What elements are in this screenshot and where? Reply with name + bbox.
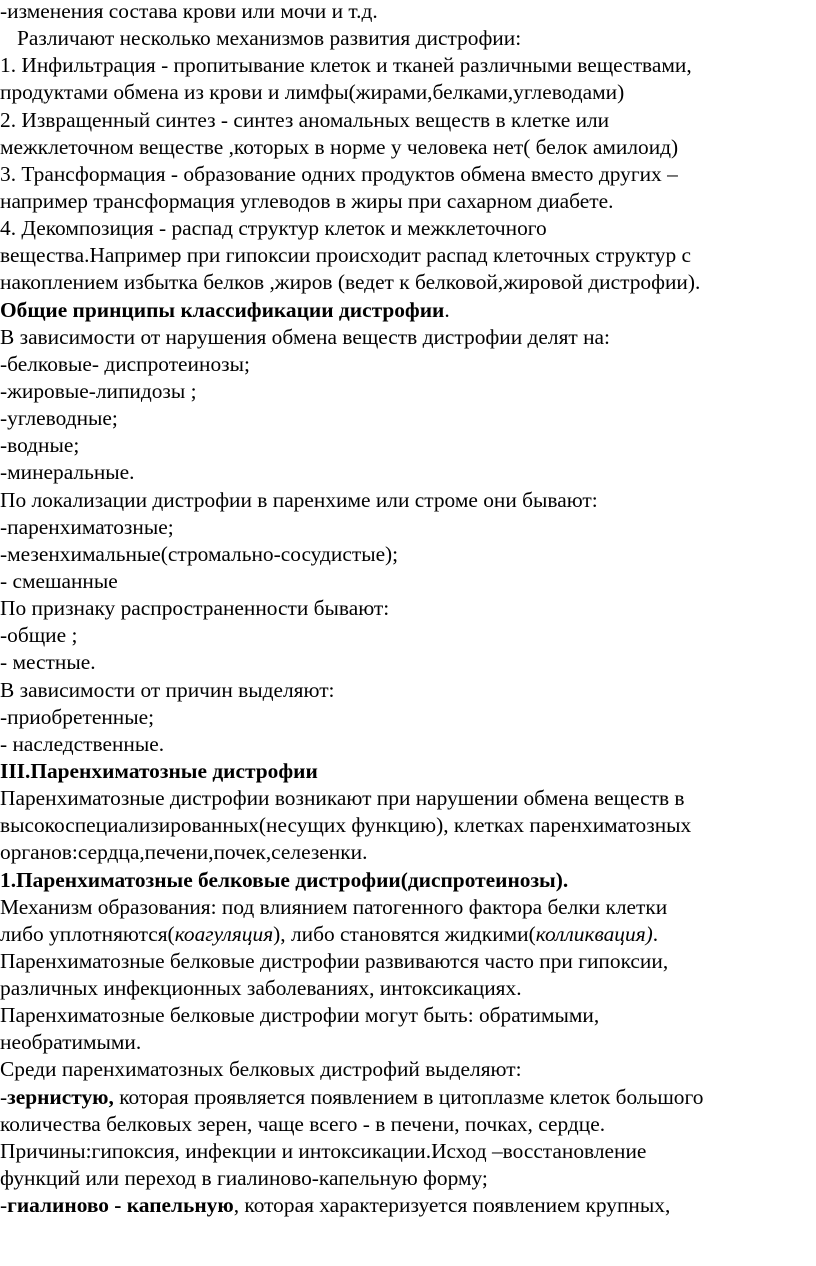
- text-line-mechanism: [0, 921, 816, 948]
- text-line: различных инфекционных заболеваниях, интоксикациях.: [0, 976, 522, 1001]
- heading-protein-dystrophies: [0, 867, 816, 894]
- list-item-granular: [0, 1084, 816, 1111]
- list-item: -приобретенные;: [0, 704, 155, 729]
- heading-protein-text: 1.Паренхиматозные белковые дистрофии(диспротеинозы).: [0, 867, 569, 892]
- list-item: -жировые-липидозы ;: [0, 378, 197, 403]
- text-line: Различают несколько механизмов развития дистрофии:: [17, 26, 522, 51]
- list-item: - местные.: [0, 650, 96, 675]
- list-item: -мезенхимальные(стромально-сосудистые);: [0, 541, 399, 566]
- text-line: Паренхиматозные белковые дистрофии развиваются часто при гипоксии,: [0, 948, 669, 973]
- text-line: В зависимости от нарушения обмена веществ дистрофии делят на:: [0, 324, 610, 349]
- term-hyaline: гиалиново - капельную: [7, 1193, 234, 1218]
- text-line: вещества.Например при гипоксии происходит распад клеточных структур с: [0, 243, 692, 268]
- text-line: Причины:гипоксия, инфекции и интоксикации.Исход –восстановление: [0, 1138, 647, 1163]
- list-item-decomposition: 4. Декомпозиция - распад структур клеток и межклеточного: [0, 216, 547, 241]
- heading-classification: [0, 297, 816, 324]
- list-item: -водные;: [0, 433, 80, 458]
- list-item: -белковые- диспротеинозы;: [0, 351, 250, 376]
- term-granular: зернистую,: [7, 1084, 114, 1109]
- dash: -: [0, 1084, 8, 1109]
- text-run: .: [652, 921, 659, 946]
- text-line: необратимыми.: [0, 1030, 142, 1055]
- text-line: Паренхиматозные белковые дистрофии могут быть: обратимыми,: [0, 1003, 600, 1028]
- text-run: либо уплотняются(: [0, 921, 175, 946]
- list-item-synthesis: 2. Извращенный синтез - синтез аномальных веществ в клетке или: [0, 107, 610, 132]
- heading-section-3-text: III.Паренхиматозные дистрофии: [0, 758, 318, 783]
- list-item: -общие ;: [0, 623, 78, 648]
- term-coagulation: коагуляция: [174, 921, 274, 946]
- text-line: высокоспециализированных(несущих функцию), клетках паренхиматозных: [0, 813, 692, 838]
- text-line: органов:сердца,печени,почек,селезенки.: [0, 840, 368, 865]
- text-line: продуктами обмена из крови и лимфы(жирами,белками,углеводами): [0, 80, 625, 105]
- list-item: -углеводные;: [0, 406, 118, 431]
- text-line: Паренхиматозные дистрофии возникают при нарушении обмена веществ в: [0, 786, 685, 811]
- heading-classification-tail: .: [444, 297, 450, 322]
- list-item: - смешанные: [0, 568, 118, 593]
- heading-classification-text: Общие принципы классификации дистрофии: [0, 297, 445, 322]
- text-run: ), либо становятся жидкими(: [273, 921, 536, 946]
- list-item: -минеральные.: [0, 460, 135, 485]
- dash: -: [0, 1193, 8, 1218]
- text-line: Механизм образования: под влиянием патогенного фактора белки клетки: [0, 894, 668, 919]
- list-item-infiltration: 1. Инфильтрация - пропитывание клеток и тканей различными веществами,: [0, 53, 692, 78]
- text-line: По локализации дистрофии в паренхиме или строме они бывают:: [0, 487, 598, 512]
- text-line: накоплением избытка белков ,жиров (ведет к белковой,жировой дистрофии).: [0, 270, 701, 295]
- list-item-hyaline: [0, 1192, 816, 1219]
- term-colliquation: колликвация): [535, 921, 653, 946]
- text-line: функций или переход в гиалиново-капельную форму;: [0, 1166, 488, 1191]
- list-item: - наследственные.: [0, 731, 165, 756]
- text-line: количества белковых зерен, чаще всего - в печени, почках, сердце.: [0, 1111, 606, 1136]
- text-line: Среди паренхиматозных белковых дистрофий выделяют:: [0, 1057, 522, 1082]
- list-item-transformation: 3. Трансформация - образование одних продуктов обмена вместо других –: [0, 161, 678, 186]
- text-line: например трансформация углеводов в жиры при сахарном диабете.: [0, 188, 614, 213]
- heading-section-3: [0, 758, 816, 785]
- text-line: -изменения состава крови или мочи и т.д.: [0, 0, 378, 23]
- text-line: По признаку распространенности бывают:: [0, 596, 390, 621]
- text-line: межклеточном веществе ,которых в норме у человека нет( белок амилоид): [0, 134, 679, 159]
- text-run: которая проявляется появлением в цитоплазме клеток большого: [113, 1084, 704, 1109]
- text-line: В зависимости от причин выделяют:: [0, 677, 335, 702]
- list-item: -паренхиматозные;: [0, 514, 174, 539]
- text-run: , которая характеризуется появлением крупных,: [233, 1193, 671, 1218]
